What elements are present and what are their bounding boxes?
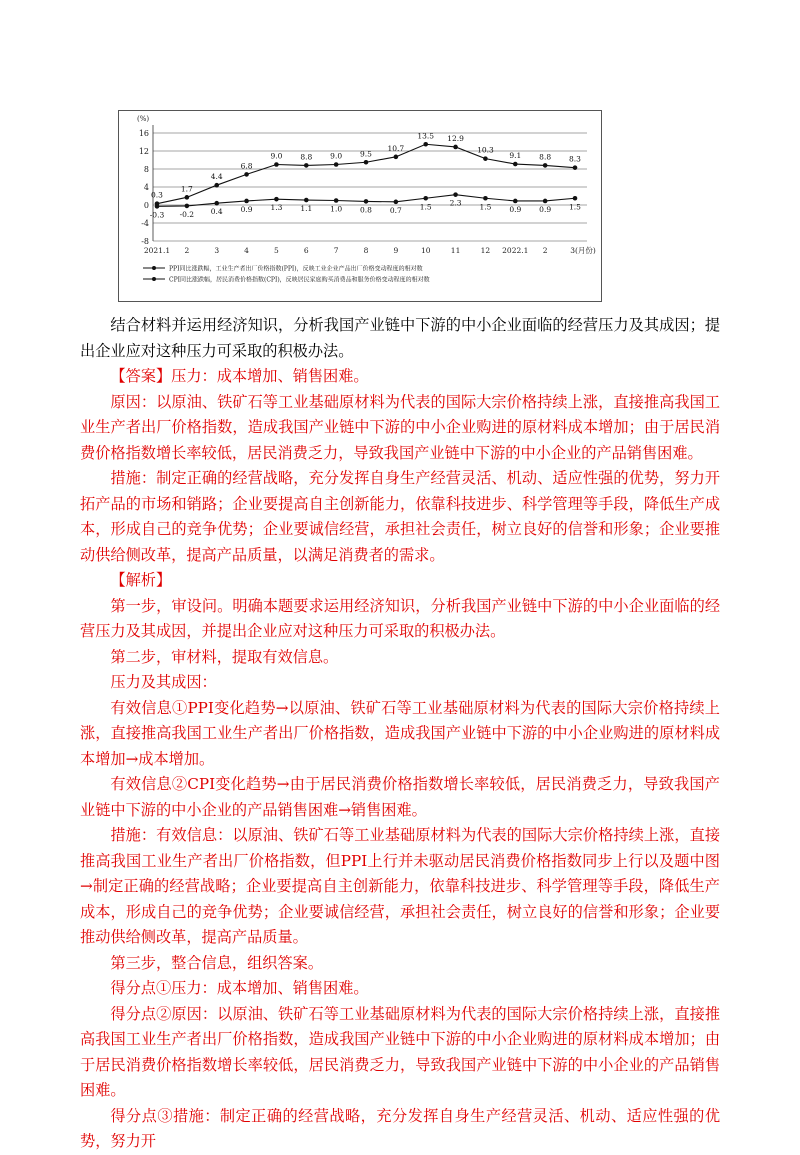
paragraph-text: 有效信息①PPI变化趋势→以原油、铁矿石等工业基础原材料为代表的国际大宗价格持续上涨，直接推高我国工业生产者出厂价格指数，造成我国产业链中下游的中小企业购进的原材料成本增加→成本增加。 <box>80 698 720 768</box>
data-label: 1.0 <box>330 204 343 214</box>
data-label: 1.5 <box>479 202 492 212</box>
x-tick-label: 4 <box>244 246 249 255</box>
line-chart-svg <box>119 111 603 303</box>
data-label: 10.7 <box>387 143 405 153</box>
paragraph-text: 原因：以原油、铁矿石等工业基础原材料为代表的国际大宗价格持续上涨，直接推高我国工业生产者出厂价格指数，造成我国产业链中下游的中小企业购进的原材料成本增加；由于居民消费价格指数增长率较低，居民消费乏力，导致我国产业链中下游的中小企业的产品销售困难。 <box>80 392 720 462</box>
paragraph-text: 压力及其成因： <box>110 673 217 691</box>
data-point <box>573 165 578 170</box>
data-label: 0.9 <box>509 204 522 214</box>
data-point <box>483 156 488 161</box>
data-point <box>543 199 548 204</box>
x-tick-label: 5 <box>274 246 279 255</box>
data-label: 13.5 <box>417 131 435 141</box>
data-point <box>364 199 369 204</box>
paragraph <box>80 951 720 977</box>
data-label: -0.3 <box>149 210 165 220</box>
data-label: 9.0 <box>270 151 283 161</box>
legend-entry: CPI同比涨跌幅，居民消费价格指数(CPI)，反映居民家庭购买消费品和服务价格变动程度的相对数 <box>169 276 430 284</box>
x-tick-label: 10 <box>420 246 431 255</box>
data-point <box>155 204 160 209</box>
data-point <box>423 142 428 147</box>
data-point <box>483 196 488 201</box>
paragraph <box>80 364 720 390</box>
paragraph-text: 结合材料并运用经济知识，分析我国产业链中下游的中小企业面临的经营压力及其成因；提出企业应对这种压力可采取的积极办法。 <box>80 316 720 360</box>
paragraph <box>80 976 720 1002</box>
data-label: 9.1 <box>509 151 522 161</box>
answer-text <box>80 313 720 1155</box>
data-label: 2.3 <box>449 198 462 208</box>
paragraph <box>80 772 720 823</box>
x-tick-label: 2022.1 <box>502 246 529 255</box>
paragraph <box>80 466 720 568</box>
data-point <box>274 162 279 167</box>
data-point <box>394 200 399 205</box>
x-tick-label: 2 <box>184 246 190 255</box>
paragraph <box>80 313 720 364</box>
data-label: 9.0 <box>330 151 343 161</box>
data-point <box>423 196 428 201</box>
data-point <box>244 172 249 177</box>
paragraph-text: 得分点②原因：以原油、铁矿石等工业基础原材料为代表的国际大宗价格持续上涨，直接推高我国工业生产者出厂价格指数，造成我国产业链中下游的中小企业购进的原材料成本增加；由于居民消费价格指数增长率较低，居民消费乏力，导致我国产业链中下游的中小企业的产品销售困难。 <box>80 1004 720 1099</box>
data-label: 10.3 <box>477 145 494 155</box>
data-point <box>304 163 309 168</box>
paragraph-text: 得分点③措施：制定正确的经营战略，充分发挥自身生产经营灵活、机动、适应性强的优势，努力开 <box>80 1106 720 1150</box>
paragraph <box>80 568 720 594</box>
paragraph <box>80 390 720 467</box>
data-label: 6.8 <box>240 161 253 171</box>
legend-marker <box>152 266 156 270</box>
paragraph <box>80 670 720 696</box>
paragraph-text: 第一步，审设问。明确本题要求运用经济知识，分析我国产业链中下游的中小企业面临的经营压力及其成因，并提出企业应对这种压力可采取的积极办法。 <box>80 596 720 640</box>
paragraph <box>80 1104 720 1155</box>
data-point <box>453 192 458 197</box>
y-tick-label: 0 <box>143 201 149 210</box>
legend-marker <box>152 277 156 281</box>
paragraph-text: 有效信息②CPI变化趋势→由于居民消费价格指数增长率较低，居民消费乏力，导致我国产业链中下游的中小企业的产品销售困难→销售困难。 <box>80 775 720 819</box>
y-unit-label: (%) <box>137 115 150 123</box>
data-label: 4.4 <box>210 172 223 182</box>
paragraph <box>80 696 720 773</box>
data-label: 1.1 <box>300 204 313 214</box>
data-label: 8.8 <box>539 152 552 162</box>
data-point <box>364 160 369 165</box>
paragraph <box>80 823 720 951</box>
x-tick-label: 3(月份) <box>570 246 596 255</box>
x-tick-label: 11 <box>450 246 461 255</box>
data-label: 0.7 <box>389 205 402 215</box>
y-tick-label: 12 <box>138 147 149 156</box>
y-tick-label: 8 <box>143 165 149 174</box>
x-tick-label: 6 <box>303 246 309 255</box>
ppi-cpi-chart <box>118 110 602 302</box>
paragraph <box>80 1002 720 1104</box>
data-label: 1.5 <box>419 202 432 212</box>
data-point <box>573 196 578 201</box>
data-point <box>394 155 399 160</box>
x-tick-label: 9 <box>393 246 399 255</box>
data-point <box>185 204 190 209</box>
data-point <box>513 162 518 167</box>
x-tick-label: 7 <box>333 246 339 255</box>
data-label: 1.7 <box>180 184 193 194</box>
y-tick-label: -8 <box>141 237 149 246</box>
y-tick-label: 16 <box>138 129 149 138</box>
paragraph-text: 措施：有效信息：以原油、铁矿石等工业基础原材料为代表的国际大宗价格持续上涨，直接推高我国工业生产者出厂价格指数，但PPI上行并未驱动居民消费价格指数同步上行以及题中图→制定正确的经营战略；企业要提高自主创新能力，依靠科技进步、科学管理等手段，降低生产成本，形成自己的竞争优势；企业要诚信经营，承担社会责任，树立良好的信誉和形象；企业要推动供给侧改革，提高产品质量。 <box>80 826 720 946</box>
legend-entry: PPI同比涨跌幅，工业生产者出厂价格指数(PPI)，反映工业企业产品出厂价格变动程度的相对数 <box>169 265 423 273</box>
paragraph-text: 第三步，整合信息，组织答案。 <box>110 953 324 972</box>
data-point <box>543 163 548 168</box>
data-label: 1.3 <box>270 203 283 213</box>
data-label: 1.5 <box>569 202 581 212</box>
paragraph <box>80 645 720 671</box>
paragraph-text: 第二步，审材料，提取有效信息。 <box>110 647 339 666</box>
data-label: 0.9 <box>240 204 253 214</box>
data-label: 0.9 <box>539 204 552 214</box>
data-point <box>274 197 279 202</box>
y-tick-label: 4 <box>143 183 149 192</box>
data-point <box>334 162 339 167</box>
data-label: 9.5 <box>360 149 372 159</box>
data-label: 0.8 <box>360 205 372 215</box>
data-label: 0.3 <box>151 190 163 200</box>
data-point <box>513 199 518 204</box>
data-label: 0.4 <box>210 207 223 217</box>
data-point <box>334 198 339 203</box>
data-point <box>214 183 219 188</box>
x-tick-label: 2021.1 <box>143 246 171 255</box>
paragraph-text: 【答案】压力：成本增加、销售困难。 <box>110 367 369 385</box>
data-label: -0.2 <box>179 209 195 219</box>
data-point <box>244 199 249 204</box>
paragraph-text: 【解析】 <box>110 571 172 589</box>
data-label: 8.3 <box>569 154 581 164</box>
data-point <box>453 145 458 150</box>
data-point <box>214 201 219 206</box>
y-tick-label: -4 <box>141 219 149 228</box>
paragraph <box>80 594 720 645</box>
x-tick-label: 12 <box>480 246 491 255</box>
x-tick-label: 8 <box>363 246 369 255</box>
x-tick-label: 3 <box>214 246 220 255</box>
x-tick-label: 2 <box>542 246 548 255</box>
data-label: 12.9 <box>447 133 464 143</box>
data-point <box>185 195 190 200</box>
paragraph-text: 得分点①压力：成本增加、销售困难。 <box>110 979 369 997</box>
paragraph-text: 措施：制定正确的经营战略，充分发挥自身生产经营灵活、机动、适应性强的优势，努力开拓产品的市场和销路；企业要提高自主创新能力，依靠科技进步、科学管理等手段，降低生产成本，形成自己的竞争优势；企业要诚信经营，承担社会责任，树立良好的信誉和形象；企业要推动供给侧改革，提高产品质量，以满足消费者的需求。 <box>80 469 720 564</box>
data-label: 8.8 <box>300 152 313 162</box>
data-point <box>304 198 309 203</box>
